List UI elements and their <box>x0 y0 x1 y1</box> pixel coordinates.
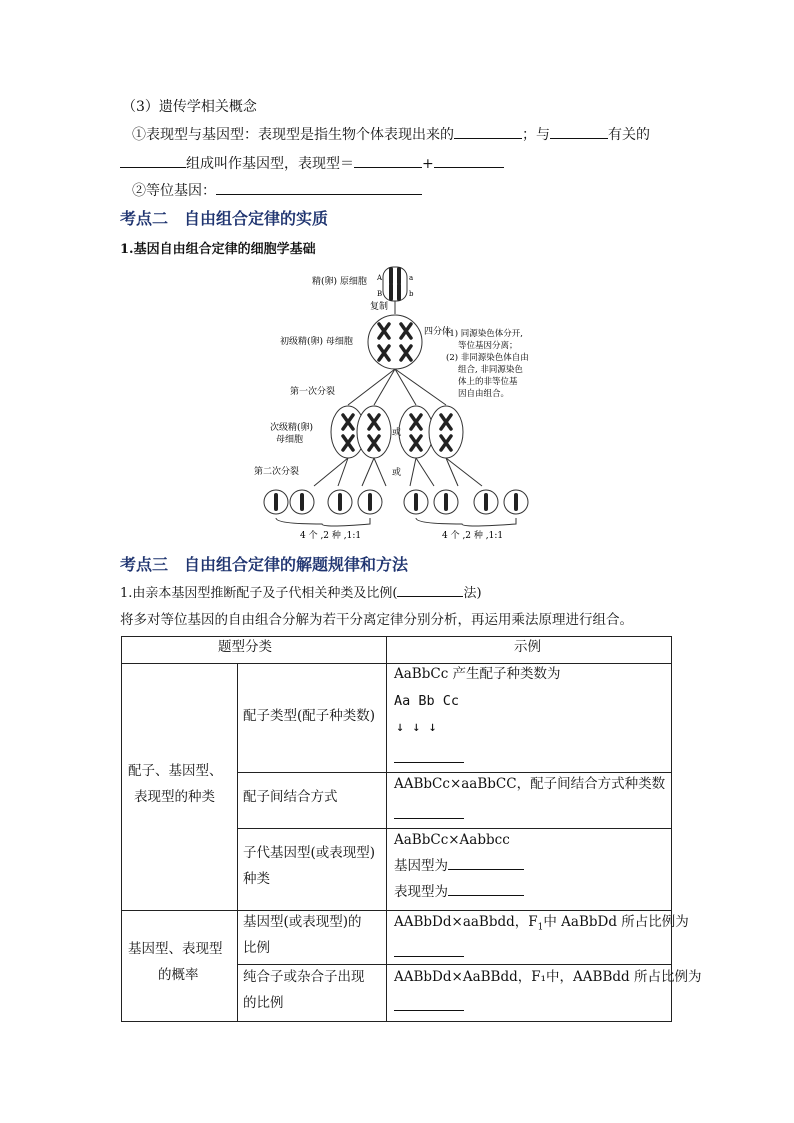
table-r3-ex3 <box>394 881 524 903</box>
diag-row1-label: 精(卵) 原细胞 <box>312 277 367 287</box>
table-r5-ex1: AABbDd×AaBBdd，F₁中，AABBdd 所占比例为 <box>394 969 702 985</box>
table-r3-type-1: 子代基因型(或表现型) <box>243 845 376 861</box>
table-r4-type-2: 比例 <box>243 940 270 956</box>
diag-div2-label: 第二次分裂 <box>254 467 300 477</box>
section3-item1-line2 <box>120 153 504 173</box>
table-r1-ex2: Aa Bb Cc <box>394 693 460 709</box>
diag-note4: 组合, 非同源染色 <box>458 365 523 375</box>
table-r3-ex2 <box>394 855 524 877</box>
table-r4-ex1 <box>394 911 689 939</box>
table-group2-line1: 基因型、表现型 <box>128 941 223 957</box>
r4-ex-sub: 1 <box>537 922 544 933</box>
blank-genotype <box>354 153 422 168</box>
diag-row2-label: 初级精(卵) 母细胞 <box>280 337 353 347</box>
r3-genotype-label: 基因型为 <box>394 858 448 874</box>
table-r1-ex1: AaBbCc 产生配子种类数为 <box>394 666 561 682</box>
diag-allele-b: b <box>409 290 414 298</box>
kaodian3-title: 考点三 自由组合定律的解题规律和方法 <box>120 555 409 574</box>
diag-secondary-cell <box>357 406 391 458</box>
kaodian3-para: 将多对等位基因的自由组合分解为若干分离定律分别分析，再运用乘法原理进行组合。 <box>120 612 633 628</box>
blank-allele <box>216 180 422 195</box>
diag-note2: 等位基因分离； <box>458 341 518 351</box>
table-r1-blank <box>394 748 464 763</box>
table-header-example: 示例 <box>514 639 541 655</box>
diag-secondary-cell <box>429 406 463 458</box>
item1-text-d: 组成叫作基因型，表现型＝ <box>186 156 354 172</box>
table-r3-type-2: 种类 <box>243 871 270 887</box>
diag-note3: (2) 非同源染色体自由 <box>446 353 529 363</box>
diag-secondary-cell <box>399 406 433 458</box>
section3-heading: （3）遗传学相关概念 <box>122 99 257 115</box>
blank-genotype-count <box>448 855 524 870</box>
item1-text-c: 有关的 <box>608 127 650 143</box>
table-group2-line2: 的概率 <box>158 967 199 983</box>
table-r4-blank <box>394 942 464 957</box>
blank-method <box>397 582 463 597</box>
diag-div1-label: 第一次分裂 <box>290 387 336 397</box>
diag-row3-label-2: 母细胞 <box>276 435 304 445</box>
blank-phenotype <box>454 124 522 139</box>
r3-phenotype-label: 表现型为 <box>394 884 448 900</box>
table-r1-arrows: ↓ ↓ ↓ <box>396 719 437 735</box>
diag-result-left: 4 个 ,2 种 ,1:1 <box>300 531 362 541</box>
table-r2-blank <box>394 804 464 819</box>
table-r3-ex1: AaBbCc×Aabbcc <box>394 832 510 848</box>
table-group1-line1: 配子、基因型、 <box>128 763 223 779</box>
diag-brace-left <box>276 518 370 526</box>
table-r5-blank <box>394 996 464 1011</box>
sub1-text-b: 法) <box>463 586 482 601</box>
blank-environment <box>434 153 504 168</box>
diag-arrow <box>395 369 446 405</box>
diag-arrow <box>374 369 395 405</box>
blank-phenotype-count <box>448 881 524 896</box>
diag-or-label-2: 或 <box>392 468 402 478</box>
item1-text-a: ①表现型与基因型：表现型是指生物个体表现出来的 <box>132 127 454 143</box>
table-r2-ex1: AABbCc×aaBbCC，配子间结合方式种类数 <box>394 776 666 792</box>
blank-composition <box>120 153 186 168</box>
diag-note6: 因自由组合。 <box>458 389 510 399</box>
item2-text: ②等位基因： <box>132 183 216 199</box>
diag-arrow <box>348 369 395 405</box>
table-r4-type-1: 基因型(或表现型)的 <box>243 914 362 930</box>
blank-related <box>550 124 608 139</box>
diag-note5: 体上的非等位基 <box>458 377 518 387</box>
diag-primary-cell <box>368 315 422 369</box>
diag-allele-B: B <box>377 290 383 298</box>
diag-row3-label-1: 次级精(卵) <box>270 423 314 433</box>
diag-note1: (1) 同源染色体分开, <box>446 329 523 339</box>
table-r5-type-2: 的比例 <box>243 995 284 1011</box>
kaodian2-title: 考点二 自由组合定律的实质 <box>120 209 329 228</box>
table-group1-line2: 表现型的种类 <box>134 789 215 805</box>
item1-plus: + <box>422 156 434 172</box>
diag-primordial-cell <box>383 267 407 301</box>
diag-or-label: 或 <box>392 428 402 438</box>
kaodian3-sub1 <box>120 582 482 601</box>
diag-tetrad-label: 四分体 <box>424 327 452 337</box>
diag-gametes <box>264 490 528 514</box>
item1-text-b: ；与 <box>522 127 550 143</box>
meiosis-diagram <box>250 262 550 544</box>
diag-result-right: 4 个 ,2 种 ,1:1 <box>442 531 504 541</box>
sub1-text-a: 1.由亲本基因型推断配子及子代相关种类及比例( <box>120 586 398 601</box>
table-r5-type-1: 纯合子或杂合子出现 <box>243 969 365 985</box>
r4-ex-text-b: 中 AaBbDd 所占比例为 <box>543 914 689 930</box>
r4-ex-text-a: AABbDd×aaBbdd，F <box>394 914 538 930</box>
kaodian2-subtitle: 1.基因自由组合定律的细胞学基础 <box>120 242 316 257</box>
diag-allele-a: a <box>409 274 414 282</box>
diag-arrow <box>395 369 416 405</box>
diag-copy-label: 复制 <box>370 302 389 312</box>
table-header-type: 题型分类 <box>218 639 272 655</box>
diag-brace-right <box>416 518 516 526</box>
section3-item2 <box>132 180 422 200</box>
section3-item1-line1 <box>132 124 650 144</box>
table-r2-type: 配子间结合方式 <box>243 789 338 805</box>
diag-allele-A: A <box>377 274 383 282</box>
table-r1-type: 配子类型(配子种类数) <box>243 708 376 724</box>
